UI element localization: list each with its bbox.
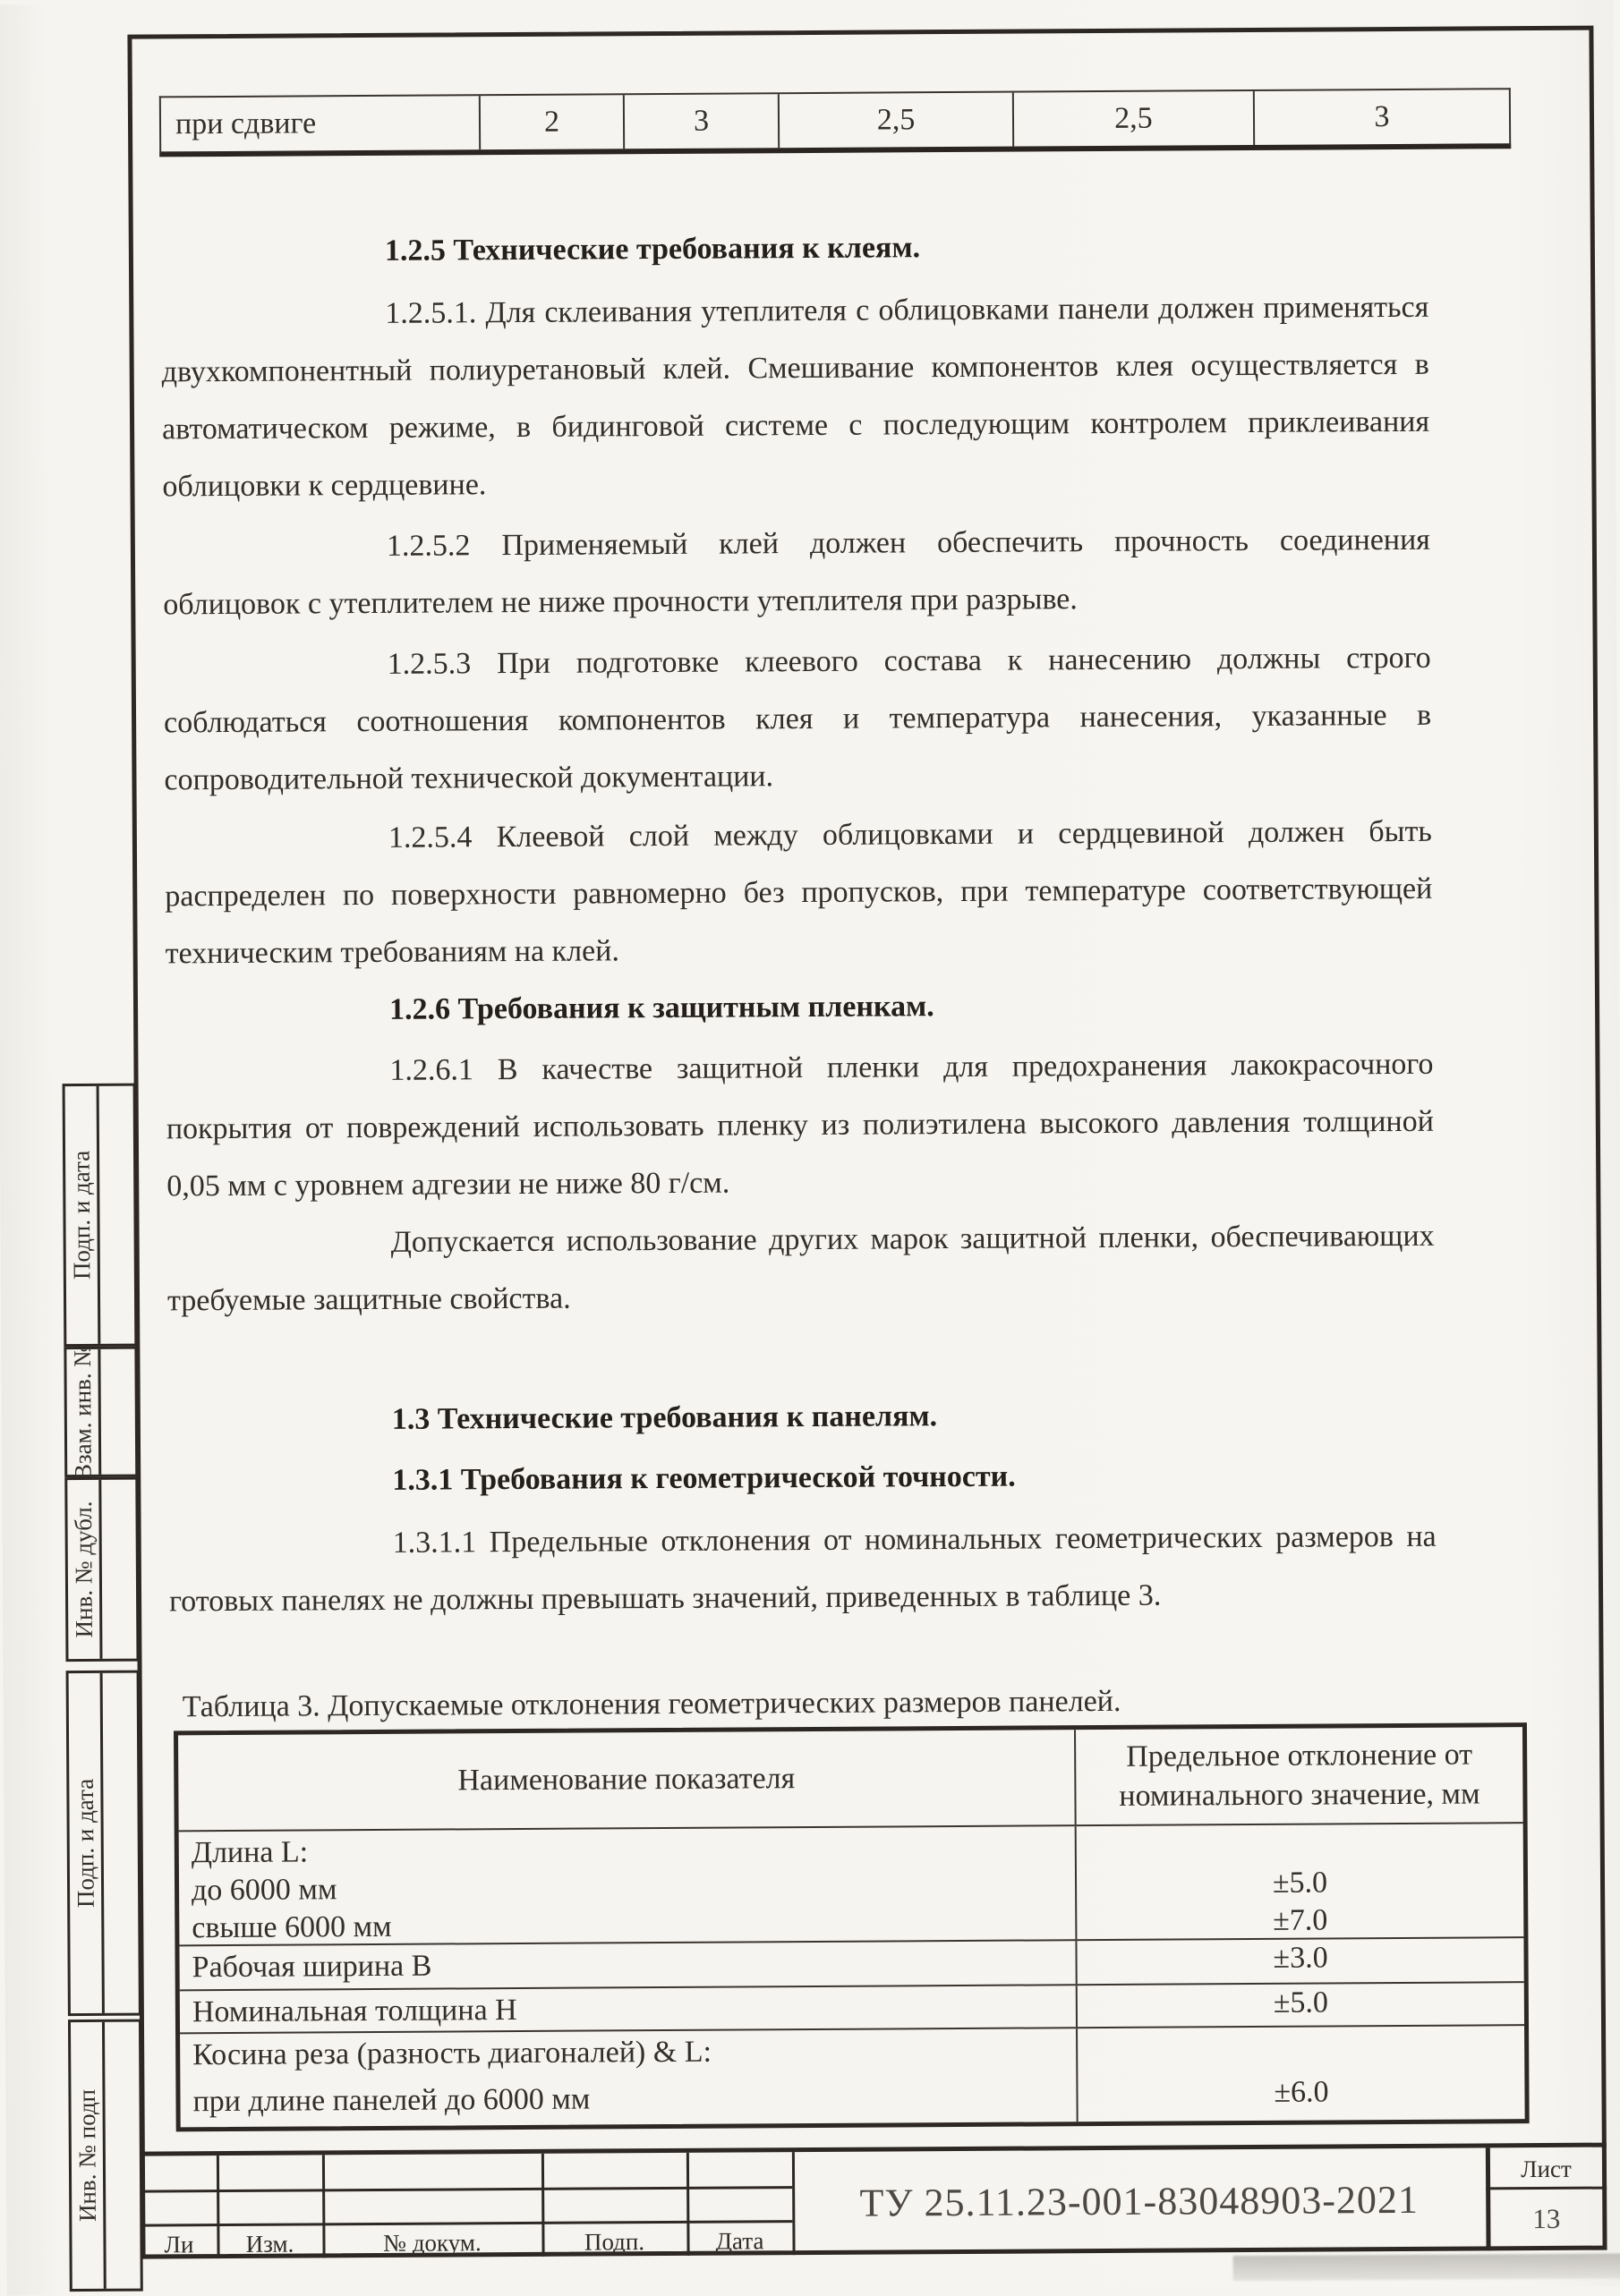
sidebar-box-inv-dubl [64, 1477, 139, 1662]
table3-row-label: Номинальная толщина Н [180, 1986, 1078, 2032]
top-table-value: 3 [1253, 89, 1509, 145]
table3-row-values: ±6.0 [1274, 2075, 1329, 2109]
table3-row-values: ±5.0 [1273, 1986, 1329, 2020]
sidebar-label-cell: Инв. № подп [71, 2022, 107, 2289]
sidebar-label-cell: Инв. № дубл. [67, 1480, 102, 1659]
table3-col2-header: Предельное отклонение от номинального значение, мм [1119, 1738, 1480, 1813]
table3-header-row [178, 1727, 1523, 1832]
scanner-shadow-artifact [1233, 2253, 1620, 2281]
table3-row-skew [180, 2026, 1525, 2127]
sidebar-box-inv-podp [68, 2020, 143, 2292]
document-number: ТУ 25.11.23-001-83048903-2021 [859, 2177, 1420, 2225]
paragraph-1-2-5-2: 1.2.5.2 Применяемый клей должен обеспечить прочность соединения облицовок с утеплителем не ниже прочности утеплителя при разрыве. [163, 523, 1430, 622]
paragraph-1-3-1-1: 1.3.1.1 Предельные отклонения от номинальных геометрических размеров на готовых панелях не должны превышать значений, приведенных в таблице 3. [168, 1519, 1437, 1619]
heading-1-3: 1.3 Технические требования к панелям. [391, 1399, 938, 1436]
table3-row-width [179, 1938, 1523, 1991]
heading-1-3-1: 1.3.1 Требования к геометрической точности. [392, 1459, 1016, 1497]
paragraph-1-2-5-4: 1.2.5.4 Клеевой слой между облицовками и сердцевиной должен быть распределен по поверхности равномерно без пропусков, при температуре соответствующей техническим требованиям на клей. [165, 814, 1433, 971]
paragraph-1-2-5-3: 1.2.5.3 При подготовке клеевого состава к нанесению должны строго соблюдаться соотношения компонентов клея и температура нанесения, указанные в сопроводительной технической документации. [163, 641, 1432, 797]
table3-row-label: Косина реза (разность диагоналей) & L: при длине панелей до 6000 мм [180, 2028, 1079, 2127]
sidebar-label-cell: Взам. инв. № [66, 1349, 101, 1475]
top-table-value: 3 [623, 94, 778, 149]
table3-caption: Таблица 3. Допускаемые отклонения геометрических размеров панелей. [182, 1684, 1121, 1724]
stamp-col-li: Ли [164, 2231, 194, 2258]
table3-row-label: Рабочая ширина B [179, 1941, 1077, 1989]
top-table-value: 2 [479, 95, 623, 149]
sidebar-signature-cell [103, 1673, 139, 2013]
sheet-label: Лист [1521, 2155, 1572, 2182]
sidebar-signature-cell [100, 1349, 135, 1475]
sidebar-signature-cell [105, 2022, 141, 2289]
stamp-col-data: Дата [715, 2227, 764, 2255]
heading-1-2-6: 1.2.6 Требования к защитным пленкам. [388, 990, 934, 1026]
stamp-col-podp: Подп. [584, 2228, 645, 2256]
table3-row-length [179, 1824, 1524, 1946]
stamp-col-izm: Изм. [245, 2230, 294, 2258]
title-block [141, 2143, 1607, 2259]
sidebar-signature-cell [101, 1480, 136, 1659]
top-table-value: 2,5 [778, 93, 1012, 149]
table3-row-values: ±3.0 [1273, 1941, 1328, 1975]
paragraph-allowed-films: Допускается использование других марок защитной пленки, обеспечивающих требуемые защитные свойства. [166, 1219, 1435, 1318]
sidebar-label-cell: Подп. и дата [65, 1086, 101, 1344]
sidebar-box-podp-i-data-1 [63, 1084, 138, 1347]
stamp-col-ndokum: № докум. [383, 2229, 482, 2257]
paragraph-1-2-6-1: 1.2.6.1 В качестве защитной пленки для предохранения лакокрасочного покрытия от повреждений использовать пленку из полиэтилена высокого давления толщиной 0,05 мм с уровнем адгезии не ниже 80 г/см. [166, 1047, 1434, 1203]
paragraph-1-2-5-1: 1.2.5.1. Для склеивания утеплителя с облицовками панели должен применяться двухкомпонентный полиуретановый клей. Смешивание компонентов клея осуществляется в автоматическом режиме, в бидинговой системе с последующим контролем приклеивания облицовки к сердцевине. [161, 290, 1430, 504]
stamp-row-line [141, 2220, 792, 2226]
stamp-row-line [141, 2186, 792, 2192]
sidebar-signature-cell [99, 1086, 135, 1344]
top-table-value: 2,5 [1012, 91, 1253, 147]
table3-row-label: Длина L: до 6000 мм свыше 6000 мм [179, 1826, 1078, 1944]
sidebar-label-cell: Подп. и дата [69, 1673, 105, 2013]
sheet-number: 13 [1532, 2202, 1561, 2234]
table3-col1-header: Наименование показателя [178, 1730, 1077, 1830]
table3 [174, 1722, 1530, 2131]
table3-row-values: ±5.0 ±7.0 [1272, 1866, 1328, 1937]
top-table-continuation [159, 88, 1511, 157]
sidebar-box-vzam-inv [64, 1343, 138, 1481]
sidebar-box-podp-i-data-2 [66, 1671, 141, 2016]
top-table-row-label: при сдвиге [175, 106, 317, 141]
heading-1-2-5: 1.2.5 Технические требования к клеям. [384, 231, 921, 268]
